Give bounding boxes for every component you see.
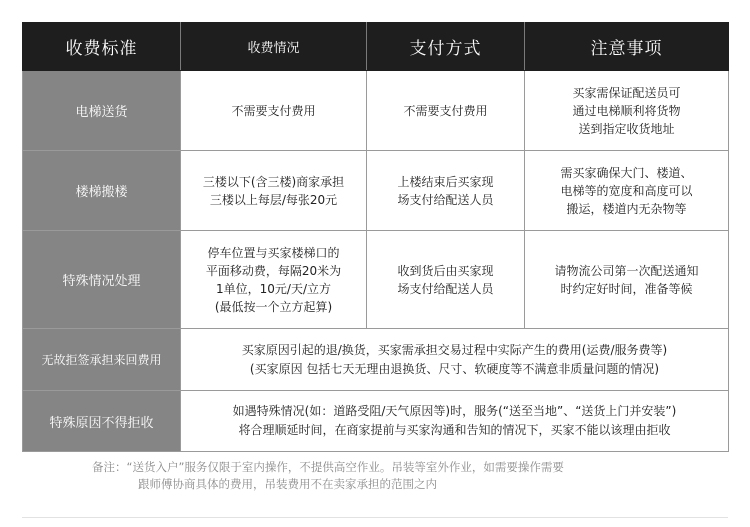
- payment-line: 场支付给配送人员: [397, 192, 494, 207]
- no-reject-description-cell: [181, 391, 729, 452]
- payment-cell-special: [367, 231, 525, 329]
- payment-line: 上楼结束后买家现: [397, 174, 494, 189]
- row-label-stairs: 楼梯搬楼: [23, 151, 181, 231]
- table-row-special: [23, 231, 729, 329]
- row-label-elevator: 电梯送货: [23, 71, 181, 151]
- refusal-description-cell: [181, 329, 729, 391]
- footnote-line-2: 跟师傅协商具体的费用，吊装费用不在卖家承担的范围之内: [138, 477, 437, 491]
- fee-standard-table: [22, 22, 729, 452]
- notes-line: 电梯等的宽度和高度可以: [560, 183, 693, 198]
- notes-cell-elevator: [525, 71, 729, 151]
- table-row-no-reject: [23, 391, 729, 452]
- header-fee-standard: 收费标准: [23, 23, 181, 71]
- fee-cell-elevator: [181, 71, 367, 151]
- fee-line: (最低按一个立方起算): [214, 299, 333, 314]
- fee-line: 停车位置与买家楼梯口的: [207, 245, 340, 260]
- table-row-refusal: [23, 329, 729, 391]
- fee-cell-special: [181, 231, 367, 329]
- fee-line: 平面移动费，每隔20米为: [205, 263, 342, 278]
- table-row-stairs: [23, 151, 729, 231]
- bottom-divider: [22, 517, 728, 518]
- fee-line: 三楼以上每层/每张20元: [209, 192, 338, 207]
- header-notes: 注意事项: [525, 23, 729, 71]
- notes-line: 需买家确保大门、楼道、: [560, 165, 693, 180]
- notes-cell-special: [525, 231, 729, 329]
- notes-line: 买家需保证配送员可: [572, 85, 681, 100]
- notes-line: 请物流公司第一次配送通知: [554, 263, 699, 278]
- row-label-no-reject: 特殊原因不得拒收: [23, 391, 181, 452]
- payment-line: 收到货后由买家现: [397, 263, 494, 278]
- row-label-special: 特殊情况处理: [23, 231, 181, 329]
- fee-line: 不需要支付费用: [231, 103, 316, 118]
- table-header-row: [23, 23, 729, 71]
- notes-line: 搬运，楼道内无杂物等: [566, 201, 687, 216]
- refusal-line: (买家原因 包括七天无理由退换货、尺寸、软硬度等不满意非质量问题的情况): [249, 361, 660, 376]
- header-payment-method: 支付方式: [367, 23, 525, 71]
- no-reject-line: 将合理顺延时间，在商家提前与买家沟通和告知的情况下，买家不能以该理由拒收: [238, 423, 671, 437]
- payment-cell-elevator: [367, 71, 525, 151]
- notes-line: 通过电梯顺利将货物: [572, 103, 681, 118]
- fee-cell-stairs: [181, 151, 367, 231]
- notes-line: 送到指定收货地址: [578, 121, 675, 136]
- payment-line: 不需要支付费用: [403, 103, 488, 118]
- footnote: [92, 459, 692, 493]
- payment-cell-stairs: [367, 151, 525, 231]
- row-label-refusal: 无故拒签承担来回费用: [23, 329, 181, 391]
- footnote-line-1: 备注：“送货入户”服务仅限于室内操作，不提供高空作业。吊装等室外作业，如需要操作需要: [92, 460, 564, 474]
- no-reject-line: 如遇特殊情况(如：道路受阻/天气原因等)时，服务(“送至当地”、“送货上门并安装”): [232, 404, 677, 418]
- table-row-elevator: [23, 71, 729, 151]
- fee-line: 三楼以下(含三楼)商家承担: [202, 174, 345, 189]
- notes-line: 时约定好时间，准备等候: [560, 281, 693, 296]
- header-fee-status: 收费情况: [181, 23, 367, 71]
- notes-cell-stairs: [525, 151, 729, 231]
- refusal-line: 买家原因引起的退/换货，买家需承担交易过程中实际产生的费用(运费/服务费等): [241, 342, 668, 357]
- fee-line: 1单位，10元/天/立方: [216, 281, 331, 296]
- payment-line: 场支付给配送人员: [397, 281, 494, 296]
